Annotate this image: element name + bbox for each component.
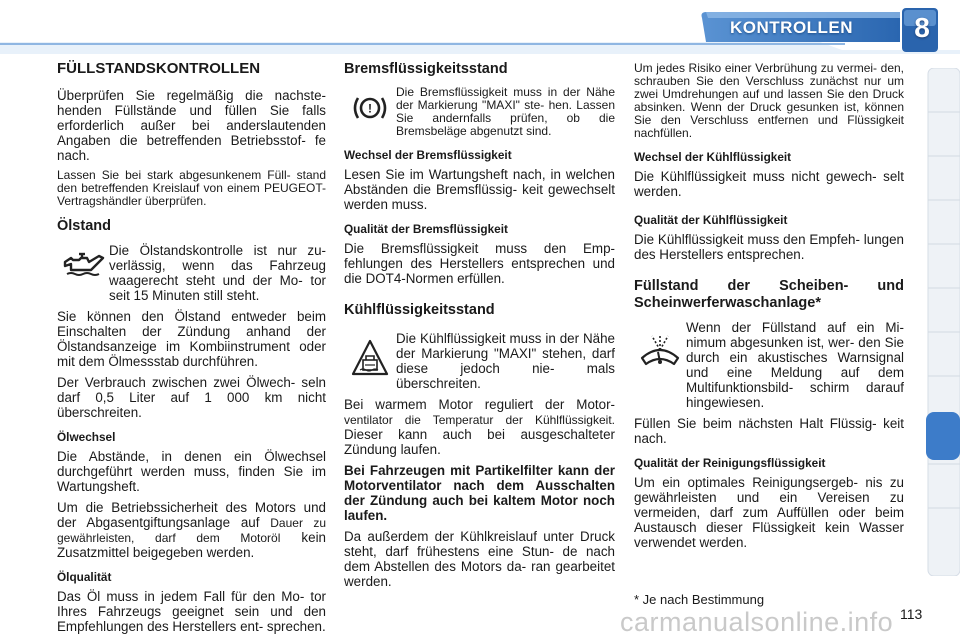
chapter-number: 8 [914,12,930,43]
oil-change-paragraph-1: Die Abstände, in denen ein Ölwechsel durchgeführt werden muss, finden Sie im Wartungsheft. [57,449,326,494]
washer-fluid-paragraph-2: Füllen Sie beim nächsten Halt Flüssig- keit nach. [634,416,904,446]
intro-note: Lassen Sie bei stark abgesunkenem Füll- stand den betreffenden Kreislauf von einem PEUGEOT-Vertragshändler überprüfen. [57,168,326,208]
coolant-warning-bold: Bei Fahrzeugen mit Partikelfilter kann der Motorventilator nach dem Ausschalten der Zündung auch bei kaltem Motor noch laufen. [344,463,615,523]
brake-fluid-note [344,86,615,138]
coolant-quality-paragraph: Die Kühlflüssigkeit muss den Empfeh- lungen des Herstellers entsprechen. [634,232,904,262]
scald-warning-paragraph: Um jedes Risiko einer Verbrühung zu vermei- den, schrauben Sie den Verschluss zunächst nur um zwei Umdrehungen auf und lassen Sie den Druck absinken. Wenn der Druck gesunken ist, können Sie den Verschluss entfernen und Flüssigkeit nachfüllen. [634,61,904,140]
heading-washer-fluid-level: Füllstand der Scheiben- und Scheinwerferwaschanlage* [634,278,904,311]
brake-fluid-text: Die Bremsflüssigkeit muss in der Nähe der Markierung "MAXI" ste- hen. Lassen Sie andernfalls prüfen, ob die Bremsbeläge abgenutzt sind. [396,85,615,138]
column-left [57,58,326,640]
coolant-note [344,331,615,391]
oil-level-paragraph-3: Der Verbrauch zwischen zwei Ölwech- seln darf 0,5 Liter auf 1 000 km nicht überschreiten. [57,375,326,420]
footnote: * Je nach Bestimmung [634,592,765,607]
oil-level-note [57,243,326,303]
coolant-warning-icon [344,331,396,385]
heading-coolant-level: Kühlflüssigkeitsstand [344,302,495,318]
cleaning-fluid-paragraph: Um ein optimales Reinigungsergeb- nis zu gewährleisten und ein Vereisen zu vermeiden, darf zum Auffüllen oder beim Austausch dieser Flüssigkeit kein Wasser verwendet werden. [634,475,904,550]
column-right [634,58,904,556]
heading-brake-fluid-change: Wechsel der Bremsflüssigkeit [344,148,512,162]
heading-coolant-change: Wechsel der Kühlflüssigkeit [634,150,792,164]
coolant-text-c: Dieser kann auch bei ausgeschalteter Zündung laufen. [344,427,615,457]
coolant-change-paragraph: Die Kühlflüssigkeit muss nicht gewech- selt werden. [634,169,904,199]
page-number: 113 [900,606,923,622]
intro-paragraph: Überprüfen Sie regelmäßig die nachste- henden Füllstände und füllen Sie falls erforderlich außer bei anderslautenden Angaben die betreffenden Betriebsstof- fe nach. [57,88,326,163]
svg-text:!: ! [368,101,372,116]
heading-coolant-quality: Qualität der Kühlflüssigkeit [634,213,788,227]
brake-fluid-change-paragraph: Lesen Sie im Wartungsheft nach, in welchen Abständen die Bremsflüssig- keit gewechselt werden muss. [344,167,615,212]
oil-quality-paragraph: Das Öl muss in jedem Fall für den Mo- tor Ihres Fahrzeugs geeignet sein und den Empfehlungen des Herstellers ent- sprechen. [57,589,326,634]
heading-cleaning-fluid-quality: Qualität der Reinigungsflüssigkeit [634,456,826,470]
heading-oil-level: Ölstand [57,218,111,234]
washer-fluid-icon [634,320,686,380]
oil-change-paragraph-2 [57,500,326,560]
heading-brake-fluid-quality: Qualität der Bremsflüssigkeit [344,222,508,236]
coolant-text-b: ventilator die Temperatur der Kühlflüssigkeit. [344,413,615,427]
oil-level-text: Die Ölstandskontrolle ist nur zu- verlässig, wenn das Fahrzeug waagerecht steht und der Mo- tor seit 15 Minuten still steht. [109,243,326,303]
oil-change-text-a: Um die Betriebssicherheit des Motors und der Abgasentgiftungsanlage auf [57,500,326,530]
oil-can-icon [57,243,109,287]
washer-fluid-note [634,320,904,410]
chapter-tab-strip [926,68,960,576]
coolant-text: Die Kühlflüssigkeit muss in der Nähe der Markierung "MAXI" stehen, darf diese jedoch nie- mals überschreiten. [396,331,615,391]
washer-fluid-text: Wenn der Füllstand auf ein Mi- nimum abgesunken ist, wer- den Sie durch ein akustisches Warnsignal und eine Meldung auf dem Multifunktionsbild- schirm darauf hingewiesen. [686,320,904,410]
heading-brake-fluid-level: Bremsflüssigkeitsstand [344,61,508,77]
oil-level-paragraph-2: Sie können den Ölstand entweder beim Einschalten der Zündung anhand der Ölstandsanzeige im Kombiinstrument oder mit dem Ölmessstab durchführen. [57,309,326,369]
oil-change-text-c: kein Zusatzmittel beigegeben werden. [57,530,326,560]
heading-oil-change: Ölwechsel [57,430,116,444]
brake-fluid-quality-paragraph: Die Bremsflüssigkeit muss den Emp- fehlungen des Herstellers entsprechen und die DOT4-Normen erfüllen. [344,241,615,286]
coolant-paragraph-4: Da außerdem der Kühlkreislauf unter Druck steht, darf frühestens eine Stun- de nach dem Abstellen des Motors da- ran gearbeitet werden. [344,529,615,589]
brake-warning-icon [344,86,396,130]
header-band [0,0,960,52]
section-title-fuellstand: FÜLLSTANDSKONTROLLEN [57,60,261,77]
column-middle [344,58,615,595]
active-chapter-tab [926,412,960,460]
chapter-title: KONTROLLEN [730,18,854,37]
coolant-text-a: Bei warmem Motor reguliert der Motor- [344,397,615,412]
watermark-text: carmanualsonline.info [620,607,894,637]
heading-oil-quality: Ölqualität [57,570,112,584]
coolant-paragraph-2 [344,397,615,457]
oil-change-text-b: Dauer zu gewährleisten, darf dem Motoröl [57,516,326,545]
